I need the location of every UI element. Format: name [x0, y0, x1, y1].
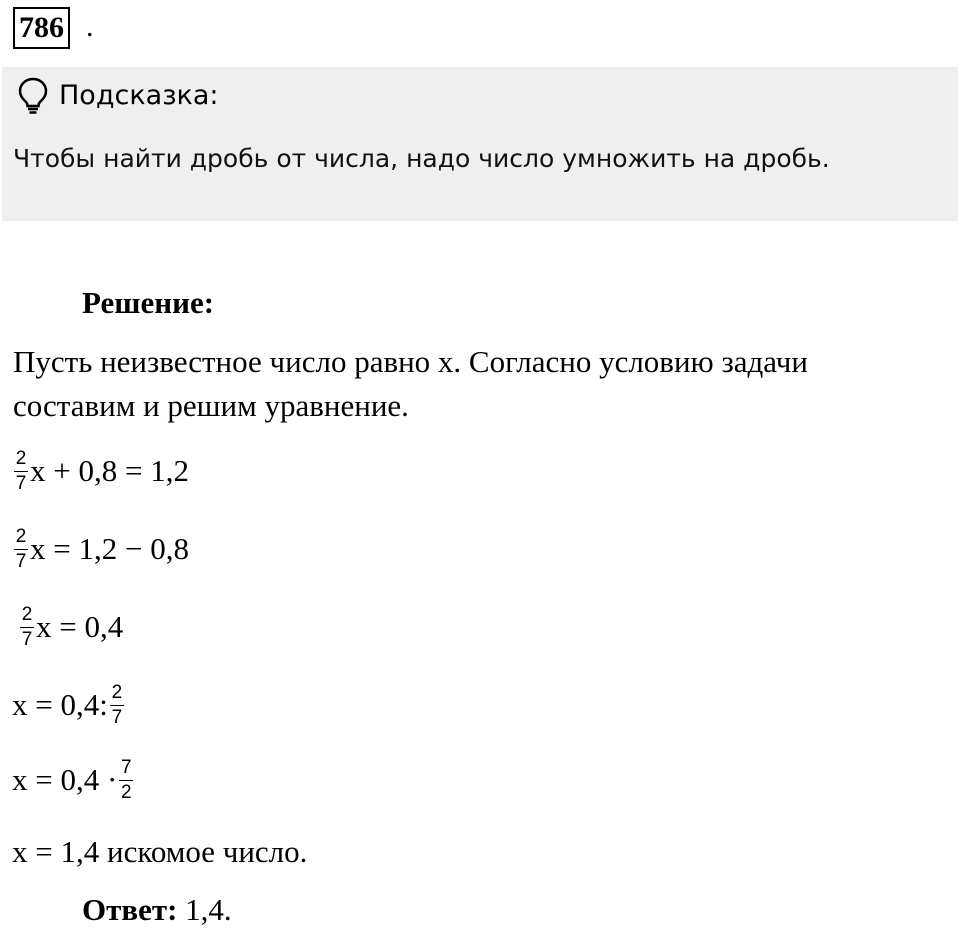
equation-5	[12, 745, 135, 815]
fraction-numerator: 2	[15, 447, 27, 469]
solution-intro-line-1: Пусть неизвестное число равно x. Согласно условию задачи	[13, 344, 808, 379]
solution-intro-line-2: составим и решим уравнение.	[13, 388, 409, 423]
equation-text: x = 0,4	[36, 609, 124, 644]
problem-number: 786	[13, 7, 70, 49]
fraction-denominator: 2	[121, 781, 132, 803]
fraction-denominator: 7	[15, 472, 27, 494]
fraction	[119, 757, 133, 804]
problem-number-dot: .	[86, 10, 94, 43]
equation-text: x = 0,4:	[12, 687, 108, 722]
equation-text: x = 1,2 − 0,8	[30, 531, 189, 566]
equation-4	[12, 670, 126, 740]
final-line: x = 1,4 искомое число.	[12, 834, 308, 869]
fraction-denominator: 7	[15, 550, 27, 572]
hint-title: Подсказка:	[59, 80, 219, 111]
answer-label: Ответ:	[82, 892, 178, 927]
fraction-denominator: 7	[111, 706, 123, 728]
hint-panel	[2, 67, 958, 221]
fraction-numerator: 2	[15, 525, 27, 547]
equation-3	[18, 592, 123, 662]
equation-2	[12, 514, 189, 584]
fraction	[110, 682, 124, 729]
answer	[82, 890, 232, 930]
equation-text: x + 0,8 = 1,2	[30, 453, 189, 488]
fraction	[14, 448, 28, 495]
equation-1	[12, 436, 189, 506]
equation-text: x = 0,4 ·	[12, 762, 118, 797]
hint-text: Чтобы найти дробь от числа, надо число умножить на дробь.	[13, 144, 830, 173]
answer-value: 1,4.	[177, 892, 232, 927]
lightbulb-icon	[17, 77, 49, 115]
fraction-numerator: 2	[21, 603, 33, 625]
solution-heading: Решение:	[82, 285, 215, 320]
fraction	[20, 604, 34, 651]
fraction	[14, 526, 28, 573]
fraction-numerator: 2	[111, 681, 123, 703]
fraction-denominator: 7	[21, 628, 33, 650]
fraction-numerator: 7	[121, 756, 132, 778]
